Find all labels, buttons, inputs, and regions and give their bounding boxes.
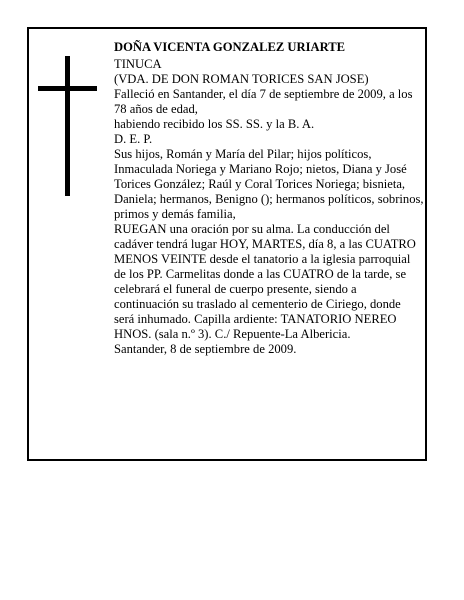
funeral-request: RUEGAN una oración por su alma. La conducción del cadáver tendrá lugar HOY, MARTES, día 8, a las CUATRO MENOS VEINTE desde el tanatorio a la iglesia parroquial de los PP. Carmelitas donde a las CUATRO de la tarde, se celebrará el funeral de cuerpo presente, siendo a continuación su traslado al cementerio de Ciriego, donde será inhumado. Capilla ardiente: TANATORIO NEREO HNOS. (sala n.º 3). C./ Repuente-La Albericia. [114, 222, 416, 341]
family-paragraph: Sus hijos, Román y María del Pilar; hijos políticos, Inmaculada Noriega y Mariano Rojo; nietos, Diana y José Torices González; Raúl y Coral Torices Noriega; bisnieta, Daniela; hermanos, Benigno (); hermanos políticos, sobrinos, primos y demás familia, [114, 147, 424, 221]
deceased-name: DOÑA VICENTA GONZALEZ URIARTE [114, 40, 346, 54]
cross-horizontal-bar [38, 86, 97, 91]
cross-icon [38, 56, 97, 196]
rip-line: D. E. P. [114, 132, 153, 146]
sacraments-line: habiendo recibido los SS. SS. y la B. A. [114, 117, 315, 131]
obituary-text [114, 40, 424, 357]
widow-of-line: (VDA. DE DON ROMAN TORICES SAN JOSE) [114, 72, 369, 86]
death-details: Falleció en Santander, el día 7 de septiembre de 2009, a los 78 años de edad, [114, 87, 413, 116]
closing-line: Santander, 8 de septiembre de 2009. [114, 342, 297, 356]
cross-vertical-bar [65, 56, 70, 196]
deceased-nickname: TINUCA [114, 57, 162, 71]
